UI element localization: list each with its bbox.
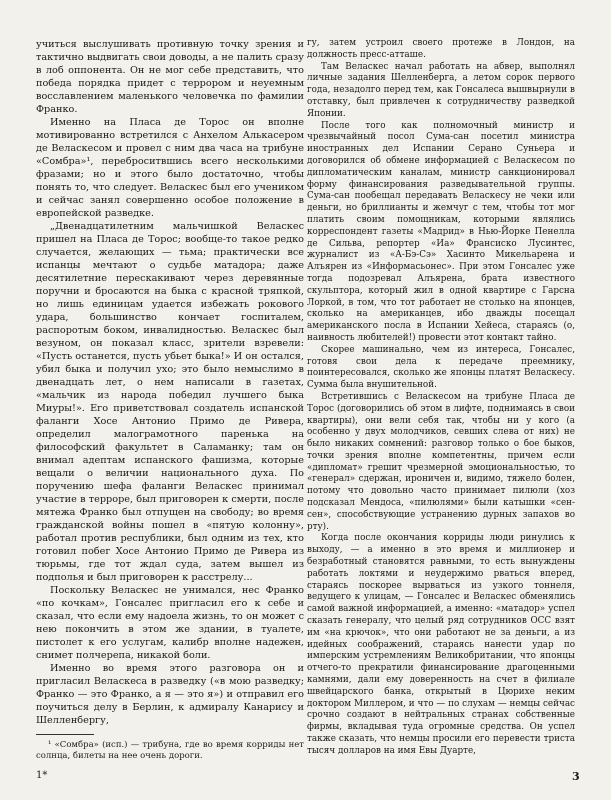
paragraph: учиться выслушивать противную точку зрения и тактично выдвигать свои доводы, а не палить сразу в лоб оппонента. Он не мог себе представить, что победа порядка придет с террором и неуемным восславлением маленького человечка по фамилии Франко.	[36, 39, 304, 115]
right-column	[307, 38, 575, 758]
footnote: ¹ «Сомбра» (исп.) — трибуна, где во время корриды нет солнца, билеты на нее очень дороги.	[36, 740, 304, 761]
signature-mark: 1*	[36, 770, 48, 781]
paragraph: Скорее машинально, чем из интереса, Гонсалес, готовя свои дела к передаче преемнику, поинтересовался, сколько же японцы платят Веласкесу. Сумма была внушительной.	[307, 344, 575, 391]
paragraph: Именно во время этого разговора он и пригласил Веласкеса в разведку («в мою разведку; Франко — это Франко, а я — это я») и отправил его поучиться делу в Берлин, к адмиралу Канарису и Шелленбергу,	[36, 663, 304, 726]
paragraph: Когда после окончания корриды люди ринулись к выходу, — а именно в это время и миллионер и безработный становятся равными, то есть вынуждены работать локтями и неудержимо рваться вперед, стараясь поскорее вырваться из узкого тоннеля, ведущего к улицам, — Гонсалес и Веласкес обменялись самой важной информацией, а именно: «матадор» успел сказать генералу, что целый ряд сотрудников ОСС взят им «на крючок», что они работают не за деньги, а из идейных соображений, стараясь нанести удар по имперским устремлениям Великобритании, что японцы отчего-то прекратили финансирование драгоценными камнями, дали ему доверенность на счет в филиале швейцарского банка, открытый в Цюрихе неким доктором Миллером, и что — по слухам — немцы сейчас срочно создают в нейтральных странах собственные фирмы, вкладывая туда огромные средства. Он успел также сказать, что немцы просили его перевести триста тысяч долларов на имя Евы Дуарте,	[307, 533, 575, 756]
paragraph: „Двенадцатилетним мальчишкой Веласкес пришел на Пласа де Торос; вообще-то такое редко случается, желающих — тьма; практически все испанцы мечтают о судьбе матадора; даже десятилетние перескакивают через деревянные поручни и бросаются на быка с красной тряпкой, но лишь единицам удается избежать рокового удара, большинство кончает госпиталем, распоротым боком, инвалидностью. Веласкес был везуном, он показал класс, зрители взревели: «Пусть останется, пусть убьет быка!» И он остался, убил быка и получил ухо; это было немыслимо в двенадцать лет, о нем написали в газетах, «мальчик из народа победил лучшего быка Миуры!». Его приветствовал создатель испанской фаланги Хосе Антонио Примо де Ривера, определил малограмотного паренька на философский факультет в Саламанку; там он внимал адептам испанского фашизма, которые вещали о величии национального духа. По поручению шефа фаланги Веласкес принимал участие в терроре, был приговорен к смерти, после мятежа Франко был отпущен на свободу; во время гражданской войны пошел в «пятую колонну», работал против республики, был одним из тех, кто готовил побег Хосе Антонио Примо де Ривера из тюрьмы, где тот ждал суда, затем вышел из подполья и был приговорен к расстрелу...	[36, 221, 304, 583]
paragraph: После того как полномочный министр и чрезвычайный посол Сума-сан посетил министра иностранных дел Испании Серано Суньера и договорился об обмене информацией с Веласкесом по дипломатическим каналам, министр санкционировал форму финансирования разведывательной группы. Сума-сан пообещал передавать Веласкесу не чеки или деньги, но бриллианты и жемчуг с тем, чтобы тот мог платить своим помощникам, которыми являлись корреспондент газеты «Мадрид» в Нью-Йорке Пенелла де Сильва, репортер «Иа» Франсиско Лусинтес, журналист из «А-Бэ-Сэ» Хасинто Микельарена и Алъярен из «Информасьонес». При этом Гонсалес уже тогда подозревал Алъярена, брата известного скульптора, который жил в одной квартире с Гарсна Лоркой, в том, что тот работает не столько на японцев, сколько на американцев, ибо дважды посещал американского посла в Испании Хейеса, стараясь (о, наивность любителей!) провести этот контакт тайно.	[307, 120, 575, 343]
footnote-divider	[36, 734, 94, 735]
paragraph: Поскольку Веласкес не унимался, нес Франко «по кочкам», Гонсалес пригласил его к себе и сказал, что если ему надоела жизнь, то он может с нею покончить в этом же здании, в туалете, пистолет к его услугам, калибр вполне надежен, снимет полчерепа, никакой боли.	[36, 585, 304, 661]
paragraph: Там Веласкес начал работать на абвер, выполнял личные задания Шелленберга, а летом сорок первого года, незадолго перед тем, как Гонсалеса вышвырнули в отставку, был привлечен к сотрудничеству разведкой Японии.	[307, 61, 575, 119]
left-column	[36, 38, 304, 727]
paragraph: гу, затем устроил своего протеже в Лондон, на должность пресс-атташе.	[307, 38, 575, 60]
page-number: 3	[572, 770, 580, 783]
paragraph: Встретившись с Веласкесом на трибуне Пласа де Торос (договорились об этом в лифте, поднимаясь в свои квартиры), они вели себя так, чтобы ни у кого (а особенно у двух молодчиков, севших слева от них) не было никаких сомнений: разговор только о бое быков, точки зрения вполне компетентны, причем если «дипломат» грешит чрезмерной эмоциональностью, то «генерал» сдержан, ироничен и, видимо, тяжело болен, потому что довольно часто принимает пилюли (хоз подсказал Мендоса, «пилюлями» были катышки «сен-сен», способствующие устранению дурных запахов во рту).	[307, 391, 575, 532]
paragraph: Именно на Пласа де Торос он вполне мотивированно встретился с Анхелом Алькасером де Веласкесом и провел с ним два часа на трибуне «Сомбра»¹, переброситвшись всего несколькими фразами; но и этого было достаточно, чтобы понять то, что следует. Веласкес был его учеником и сейчас занял совершенно особое положение в европейской разведке.	[36, 117, 304, 219]
